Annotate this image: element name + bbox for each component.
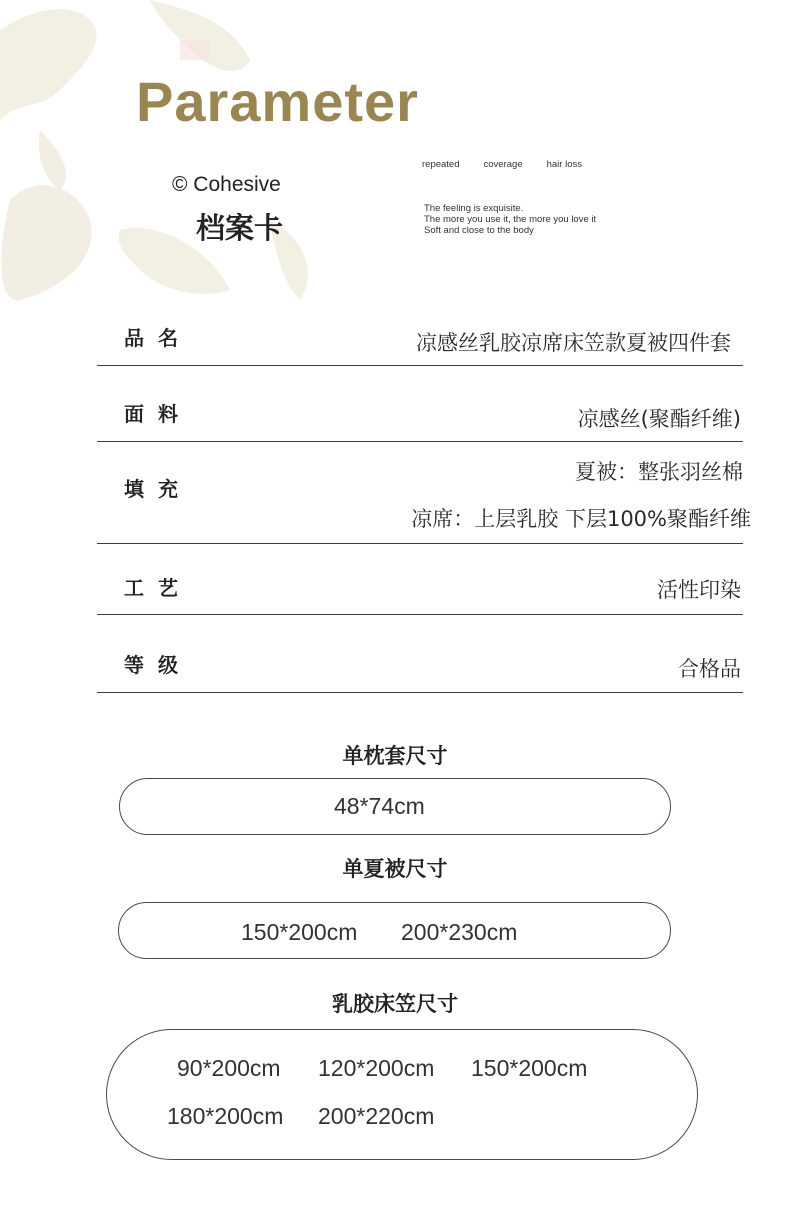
pillowcase-size-title: 单枕套尺寸 [342, 744, 448, 768]
spec-label: 等级 [124, 653, 192, 677]
quilt-size-title: 单夏被尺寸 [342, 857, 448, 881]
tag: repeated [422, 159, 460, 170]
spec-value: 凉席：上层乳胶 下层100%聚酯纤维 [411, 507, 751, 531]
fitted-sheet-size-box [106, 1029, 698, 1160]
spec-value: 凉感丝(聚酯纤维) [577, 407, 741, 431]
size-value: 120*200cm [318, 1055, 435, 1081]
pillowcase-size-box [119, 778, 671, 835]
tag: hair loss [546, 159, 582, 170]
spec-row-grade [97, 615, 743, 693]
spec-value: 活性印染 [657, 578, 741, 602]
quilt-size-box [118, 902, 671, 959]
spec-label: 品名 [124, 326, 192, 350]
size-value: 200*220cm [318, 1103, 435, 1129]
spec-value: 夏被：整张羽丝棉 [575, 460, 743, 484]
feature-tags [422, 159, 582, 170]
spec-value: 凉感丝乳胶凉席床笠款夏被四件套 [416, 331, 731, 355]
fitted-sheet-size-title: 乳胶床笠尺寸 [332, 992, 458, 1016]
tag: coverage [483, 159, 523, 170]
spec-label: 填充 [124, 477, 192, 501]
spec-value: 合格品 [678, 657, 741, 681]
spec-label: 面料 [124, 402, 192, 426]
size-value: 200*230cm [401, 919, 518, 945]
tagline [424, 203, 596, 236]
spec-row-fabric [97, 366, 743, 442]
size-value: 90*200cm [177, 1055, 281, 1081]
tagline-line: Soft and close to the body [424, 225, 534, 236]
ink-brush-decoration [0, 0, 420, 320]
spec-row-name [97, 310, 743, 366]
spec-label: 工艺 [124, 576, 192, 600]
tagline-line: The feeling is exquisite. [424, 203, 524, 214]
spec-row-filling [97, 442, 751, 544]
card-title: 档案卡 [196, 211, 284, 245]
size-value: 150*200cm [241, 919, 358, 945]
tagline-line: The more you use it, the more you love it [424, 214, 597, 225]
size-value: 150*200cm [471, 1055, 588, 1081]
page-title: Parameter [136, 70, 419, 133]
size-value: 180*200cm [167, 1103, 284, 1129]
spec-row-craft [97, 544, 743, 615]
size-value: 48*74cm [334, 793, 425, 819]
brand-name: © Cohesive [172, 173, 281, 196]
